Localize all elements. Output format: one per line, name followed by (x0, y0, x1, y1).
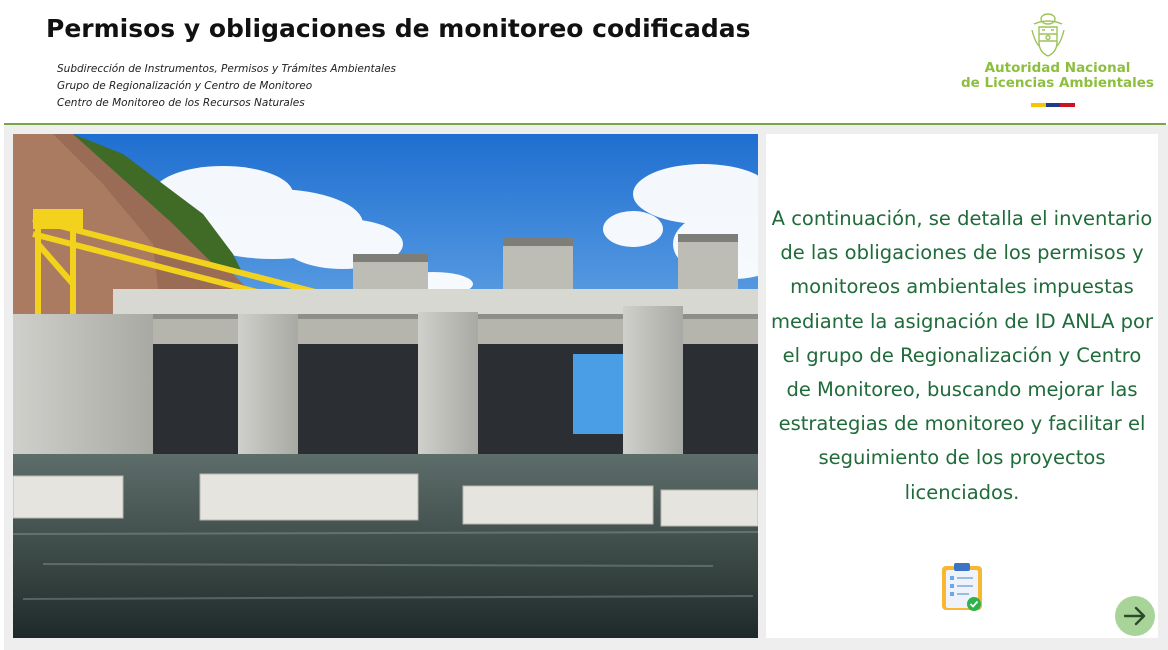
logo-line-1: Autoridad Nacional (984, 60, 1131, 76)
flag-blue (1046, 103, 1061, 107)
page-title: Permisos y obligaciones de monitoreo codificadas (46, 14, 751, 43)
flag-yellow (1031, 103, 1046, 107)
arrow-right-icon (1115, 596, 1155, 636)
flag-red (1060, 103, 1075, 107)
checklist-icon[interactable] (938, 560, 986, 614)
subtitle-line: Centro de Monitoreo de los Recursos Naturales (57, 97, 305, 109)
subtitle-line: Grupo de Regionalización y Centro de Monitoreo (57, 80, 313, 92)
subtitle-line: Subdirección de Instrumentos, Permisos y Trámites Ambientales (57, 63, 396, 75)
next-button[interactable] (1115, 596, 1155, 636)
subtitle-block (57, 61, 396, 112)
header (0, 0, 1168, 124)
colombia-shield-emblem-icon (1030, 12, 1066, 58)
logo-line-2: de Licencias Ambientales (961, 75, 1154, 91)
description-text: A continuación, se detalla el inventario de las obligaciones de los permisos y monitoreos ambientales impuestas mediante la asignación de ID ANLA por el grupo de Regionalización y Centro de Monitoreo, buscando mejorar las estrategias de monitoreo y facilitar el seguimiento de los proyectos licenciados. (771, 207, 1153, 504)
dam-illustration (13, 134, 758, 638)
logo-text (960, 61, 1155, 91)
hydroelectric-dam-photo (13, 134, 758, 638)
colombia-flag-stripe (1031, 103, 1075, 107)
anla-logo (960, 12, 1155, 112)
